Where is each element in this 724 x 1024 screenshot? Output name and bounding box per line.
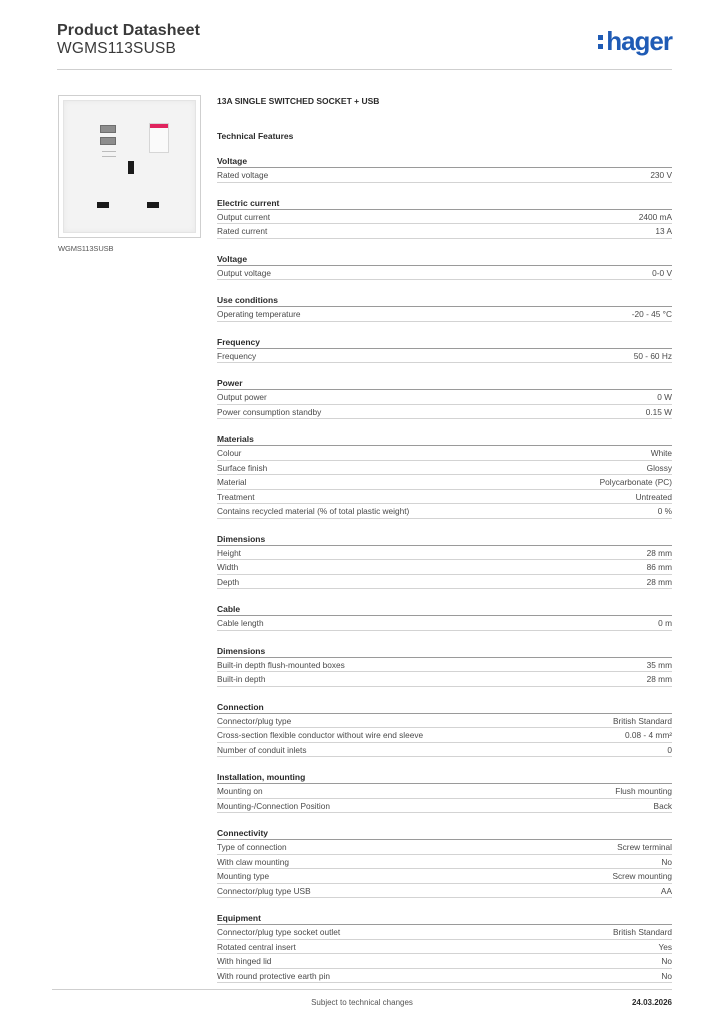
logo-colon-icon	[598, 33, 604, 51]
spec-group-title: Voltage	[217, 253, 672, 266]
spec-group	[217, 294, 672, 322]
spec-value: Back	[653, 800, 672, 811]
spec-group-title: Electric current	[217, 197, 672, 210]
spec-row	[217, 490, 672, 505]
neutral-slot-icon	[147, 202, 159, 208]
spec-row	[217, 840, 672, 855]
spec-label: Connector/plug type socket outlet	[217, 927, 341, 937]
spec-row	[217, 405, 672, 420]
product-name: 13A SINGLE SWITCHED SOCKET + USB	[217, 96, 380, 106]
spec-value: -20 - 45 °C	[631, 309, 672, 319]
spec-label: Mounting-/Connection Position	[217, 800, 330, 811]
footer-note: Subject to technical changes	[311, 998, 413, 1007]
spec-row	[217, 658, 672, 673]
spec-label: Built-in depth	[217, 674, 266, 684]
spec-row	[217, 728, 672, 743]
spec-value: Polycarbonate (PC)	[599, 477, 672, 487]
spec-row	[217, 168, 672, 183]
spec-value: 28 mm	[646, 576, 672, 587]
spec-group	[217, 533, 672, 590]
live-slot-icon	[97, 202, 109, 208]
spec-group	[217, 771, 672, 813]
spec-group-title: Dimensions	[217, 533, 672, 546]
spec-row	[217, 714, 672, 729]
spec-group-title: Connectivity	[217, 827, 672, 840]
spec-row	[217, 504, 672, 519]
rocker-switch-icon	[149, 123, 169, 153]
spec-value: 0.08 - 4 mm²	[624, 730, 672, 740]
spec-row	[217, 969, 672, 984]
spec-label: Mounting on	[217, 786, 263, 796]
spec-value: 0 W	[657, 392, 672, 402]
spec-value: 28 mm	[646, 674, 672, 684]
hager-logo	[598, 26, 672, 56]
spec-label: Contains recycled material (% of total plastic weight)	[217, 506, 410, 516]
spec-group-title: Connection	[217, 701, 672, 714]
product-image-caption: WGMS113SUSB	[58, 244, 114, 253]
spec-label: Rotated central insert	[217, 941, 296, 952]
spec-value: 0 m	[658, 618, 672, 628]
spec-label: Type of connection	[217, 842, 287, 852]
spec-value: British Standard	[612, 927, 672, 937]
spec-value: 35 mm	[646, 659, 672, 670]
spec-row	[217, 307, 672, 322]
spec-value: 0.15 W	[645, 406, 672, 417]
spec-row	[217, 869, 672, 884]
spec-group-title: Equipment	[217, 912, 672, 925]
spec-group	[217, 336, 672, 364]
spec-value: 2400 mA	[638, 211, 672, 222]
spec-label: Material	[217, 477, 247, 487]
spec-row	[217, 884, 672, 899]
spec-group-title: Cable	[217, 603, 672, 616]
technical-features-heading: Technical Features	[217, 131, 294, 141]
usb-symbol-icon	[102, 151, 116, 157]
spec-row	[217, 349, 672, 364]
spec-label: Operating temperature	[217, 309, 301, 319]
footer-date: 24.03.2026	[631, 998, 672, 1007]
spec-groups	[217, 155, 672, 983]
spec-label: With hinged lid	[217, 956, 272, 966]
spec-value: British Standard	[612, 715, 672, 726]
spec-row	[217, 560, 672, 575]
spec-label: With round protective earth pin	[217, 970, 330, 981]
spec-value: Glossy	[646, 462, 672, 473]
spec-value: No	[661, 856, 672, 867]
spec-label: Height	[217, 547, 241, 558]
spec-label: Connector/plug type USB	[217, 885, 311, 896]
spec-row	[217, 266, 672, 281]
spec-row	[217, 616, 672, 631]
spec-group-title: Frequency	[217, 336, 672, 349]
document-title: Product Datasheet	[57, 22, 201, 39]
spec-value: 0-0 V	[652, 267, 672, 278]
spec-value: Screw mounting	[612, 871, 672, 881]
spec-value: White	[650, 448, 672, 458]
spec-value: 13 A	[655, 226, 672, 236]
spec-label: Width	[217, 562, 239, 572]
spec-group-title: Dimensions	[217, 645, 672, 658]
spec-group	[217, 701, 672, 758]
spec-value: 0	[667, 744, 672, 755]
spec-label: Output power	[217, 392, 267, 402]
earth-slot-icon	[128, 161, 134, 174]
spec-label: Rated current	[217, 226, 268, 236]
spec-group	[217, 253, 672, 281]
spec-value: Untreated	[635, 491, 672, 502]
spec-label: Depth	[217, 576, 240, 587]
spec-label: Power consumption standby	[217, 406, 322, 417]
spec-group-title: Installation, mounting	[217, 771, 672, 784]
spec-row	[217, 461, 672, 476]
spec-row	[217, 784, 672, 799]
spec-group	[217, 433, 672, 519]
spec-group	[217, 377, 672, 419]
socket-plate-illustration	[63, 100, 196, 233]
spec-group	[217, 827, 672, 898]
product-image	[58, 95, 201, 238]
spec-value: 50 - 60 Hz	[633, 350, 672, 361]
spec-label: Cable length	[217, 618, 264, 628]
spec-row	[217, 672, 672, 687]
spec-label: Built-in depth flush-mounted boxes	[217, 659, 345, 670]
spec-value: 0 %	[657, 506, 672, 516]
usb-port-icon	[100, 137, 116, 145]
spec-row	[217, 954, 672, 969]
spec-group	[217, 603, 672, 631]
spec-row	[217, 475, 672, 490]
spec-row	[217, 446, 672, 461]
spec-group-title: Power	[217, 377, 672, 390]
spec-label: Number of conduit inlets	[217, 744, 307, 755]
spec-value: Flush mounting	[615, 786, 672, 796]
spec-label: Output current	[217, 211, 271, 222]
spec-group	[217, 645, 672, 687]
spec-row	[217, 575, 672, 590]
spec-label: Frequency	[217, 350, 257, 361]
spec-label: Surface finish	[217, 462, 268, 473]
spec-label: Colour	[217, 448, 242, 458]
page-header	[57, 20, 672, 70]
spec-value: 28 mm	[646, 547, 672, 558]
spec-row	[217, 210, 672, 225]
spec-row	[217, 855, 672, 870]
spec-value: 230 V	[650, 170, 672, 180]
spec-value: AA	[660, 885, 672, 896]
spec-group	[217, 155, 672, 183]
spec-row	[217, 224, 672, 239]
spec-row	[217, 743, 672, 758]
spec-row	[217, 925, 672, 940]
spec-row	[217, 940, 672, 955]
spec-row	[217, 390, 672, 405]
spec-value: Screw terminal	[617, 842, 672, 852]
spec-value: 86 mm	[646, 562, 672, 572]
spec-row	[217, 546, 672, 561]
spec-label: Mounting type	[217, 871, 270, 881]
spec-label: Cross-section flexible conductor without wire end sleeve	[217, 730, 424, 740]
logo-text: hager	[606, 26, 672, 56]
spec-group	[217, 912, 672, 983]
spec-group-title: Use conditions	[217, 294, 672, 307]
spec-value: Yes	[658, 941, 672, 952]
spec-label: Treatment	[217, 491, 255, 502]
switch-indicator-icon	[150, 124, 168, 128]
spec-group-title: Materials	[217, 433, 672, 446]
spec-label: Rated voltage	[217, 170, 269, 180]
usb-port-icon	[100, 125, 116, 133]
spec-label: With claw mounting	[217, 856, 289, 867]
document-subtitle: WGMS113SUSB	[57, 40, 177, 57]
spec-group-title: Voltage	[217, 155, 672, 168]
footer-divider	[52, 989, 672, 990]
spec-value: No	[661, 956, 672, 966]
spec-label: Output voltage	[217, 267, 271, 278]
spec-label: Connector/plug type	[217, 715, 292, 726]
technical-content	[217, 96, 672, 983]
spec-value: No	[661, 970, 672, 981]
spec-group	[217, 197, 672, 239]
spec-row	[217, 799, 672, 814]
